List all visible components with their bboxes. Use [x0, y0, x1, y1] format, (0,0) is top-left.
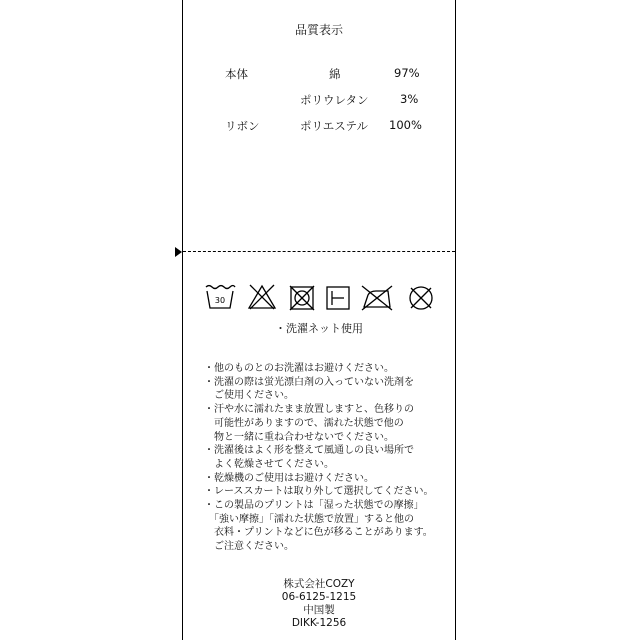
wash-net-note: ・洗濯ネット使用 — [275, 322, 363, 335]
care-symbols — [204, 283, 439, 313]
composition-material: ポリエステル — [300, 119, 368, 133]
care-note-line: 可能性がありますので、濡れた状態で他の — [204, 417, 404, 429]
company-name: 株式会社COZY — [283, 578, 355, 590]
no-tumble-dry-icon — [288, 283, 316, 311]
composition-percent: 3% — [400, 92, 419, 106]
care-note-line: ・汗や水に濡れたまま放置しますと、色移りの — [204, 404, 414, 416]
line-dry-icon — [324, 283, 352, 311]
care-label — [182, 0, 456, 640]
care-note-line: ・他のものとのお洗濯はお避けください。 — [204, 363, 394, 374]
washtub-30-icon — [204, 283, 236, 311]
company-phone: 06-6125-1215 — [281, 591, 357, 603]
quality-label-title: 品質表示 — [294, 23, 343, 37]
composition-material: 綿 — [329, 67, 341, 81]
composition-percent: 100% — [389, 118, 422, 132]
no-bleach-icon — [247, 283, 277, 311]
low-iron-crossed-icon — [360, 283, 394, 311]
care-note-line: ・洗濯の際は蛍光漂白剤の入っていない洗剤を — [204, 376, 414, 388]
care-note-line: ・この製品のプリントは「湿った状態での摩擦」 — [204, 500, 424, 512]
care-note-line: ・レーススカートは取り外して選択してください。 — [204, 486, 434, 498]
composition-part: 本体 — [225, 67, 248, 81]
care-note-line: 「強い摩擦」「濡れた状態で放置」すると他の — [204, 513, 414, 525]
care-note-line: ・洗濯後はよく形を整えて風通しの良い場所で — [204, 445, 414, 457]
care-notes — [204, 362, 444, 554]
composition-percent: 97% — [394, 66, 420, 80]
product-code: DIKK-1256 — [291, 617, 347, 629]
country-of-origin: 中国製 — [303, 604, 335, 616]
fold-line — [183, 251, 455, 252]
care-note-line: よく乾燥させてください。 — [204, 458, 334, 470]
care-note-line: ご使用ください。 — [204, 390, 294, 402]
care-note-line: ご注意ください。 — [204, 541, 294, 553]
composition-part: リボン — [225, 119, 260, 133]
wash-temperature-label: 30 — [214, 296, 226, 305]
care-note-line: 衣料・プリントなどに色が移ることがあります。 — [204, 527, 433, 539]
care-note-line: 物と一緒に重ね合わせないでください。 — [204, 431, 394, 443]
composition-material: ポリウレタン — [300, 93, 369, 107]
no-dry-clean-icon — [406, 283, 436, 313]
fold-arrow-icon — [175, 247, 182, 257]
care-note-line: ・乾燥機のご使用はお避けください。 — [204, 472, 374, 484]
